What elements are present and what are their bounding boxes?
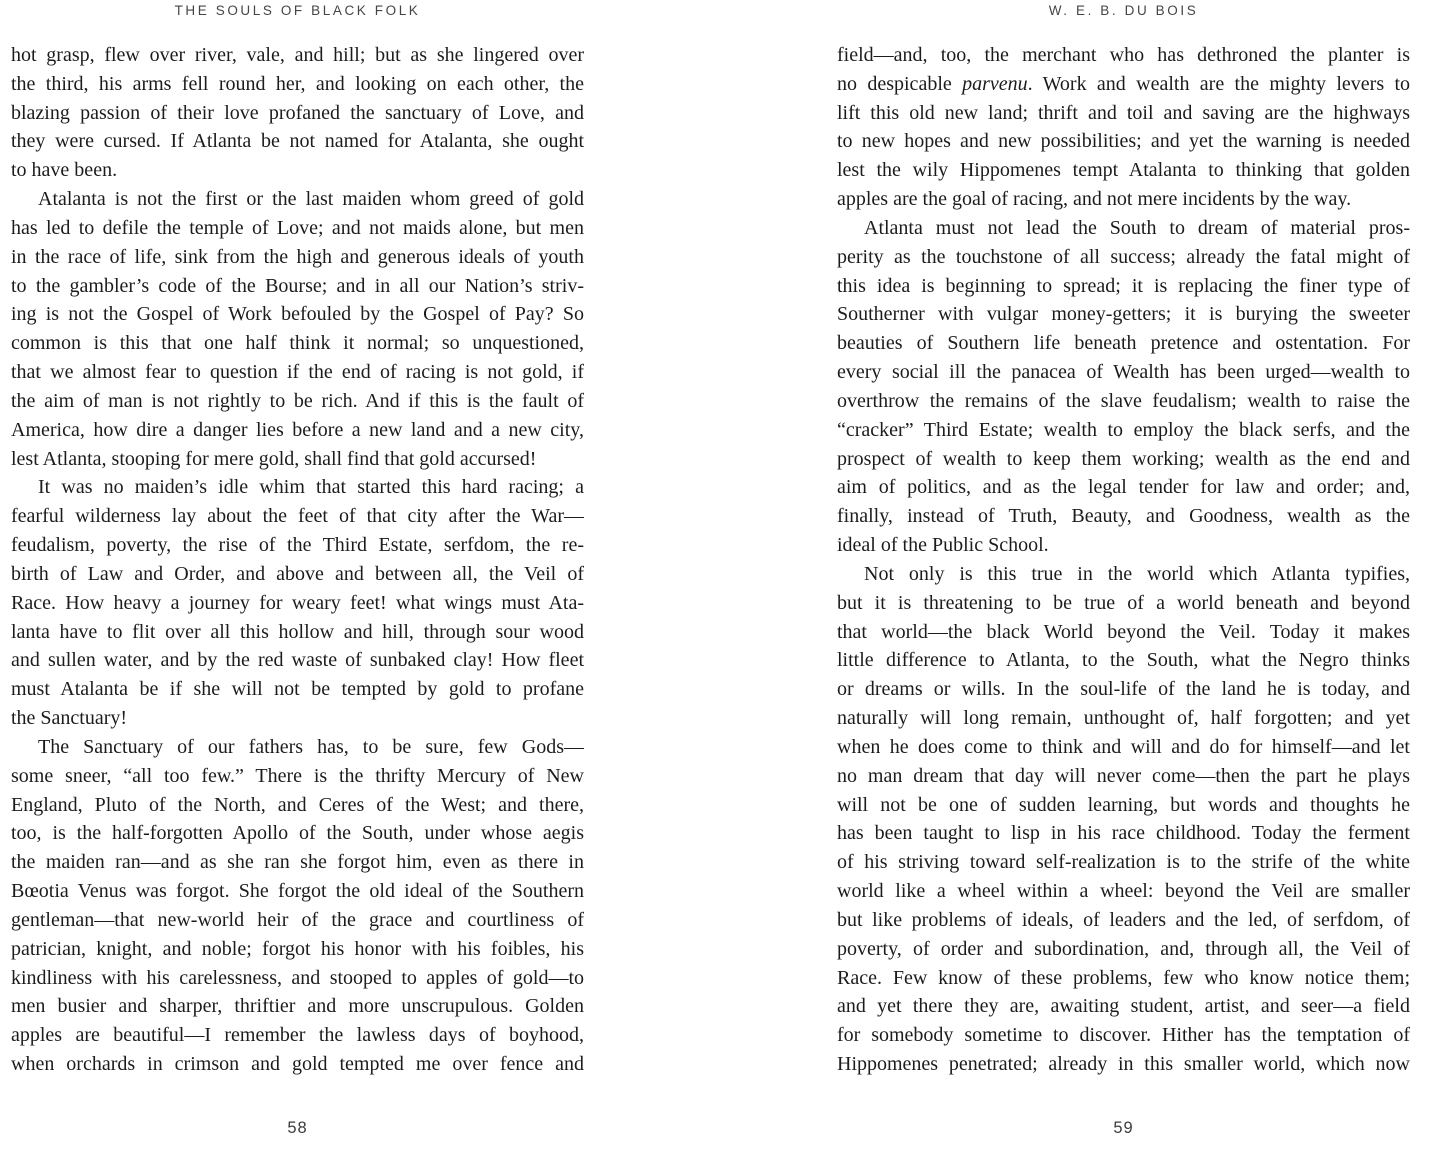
text-line: Atalanta is not the first or the last maiden whom greed of gold [38,188,584,211]
text-line: Atlanta must not lead the South to dream of material pros- [864,216,1410,239]
text-line: or dreams or wills. In the soul-life of the land he is today, and [837,678,1410,701]
text-line: the maiden ran—and as she ran she forgot him, even as there in [11,851,584,874]
text-line: the Sanctuary! [11,707,128,730]
page-right [837,0,1410,1149]
text-line: world like a wheel within a wheel: beyond the Veil are smaller [837,880,1410,903]
text-line: that world—the black World beyond the Veil. Today it makes [837,620,1410,643]
text-line: every social ill the panacea of Wealth has been urged—wealth to [837,361,1410,384]
text-line: common is this that one half think it normal; so unquestioned, [11,332,584,355]
text-line: It was no maiden’s idle whim that started this hard racing; a [38,476,584,499]
text-line: but it is threatening to be true of a world beneath and beyond [837,591,1410,614]
text-line: gentleman—that new-world heir of the grace and courtliness of [11,908,584,931]
text-line: when he does come to think and will and do for himself—and let [837,735,1410,758]
text-line: field—and, too, the merchant who has dethroned the planter is [837,44,1410,66]
text-line: men busier and sharper, thriftier and more unscrupulous. Golden [11,995,584,1018]
text-line: the aim of man is not rightly to be rich. And if this is the fault of [11,389,584,412]
text-line: but like problems of ideals, of leaders and the led, of serfdom, of [837,908,1410,931]
text-line: must Atalanta be if she will not be tempted by gold to profane [11,678,584,701]
text-line: birth of Law and Order, and above and between all, the Veil of [11,562,584,585]
text-line: aim of politics, and as the legal tender for law and order; and, [837,476,1410,499]
text-line: lanta have to flit over all this hollow and hill, through sour wood [11,620,584,643]
text-line: naturally will long remain, unthought of, half forgotten; and yet [837,707,1410,730]
running-head-right: W. E. B. DU BOIS [1048,3,1199,18]
text-line: this idea is beginning to spread; it is replacing the finer type of [837,274,1410,297]
text-line: hot grasp, flew over river, vale, and hill; but as she lingered over [11,44,584,66]
right-text-block [837,41,1410,1079]
text-line: apples are the goal of racing, and not mere incidents by the way. [837,188,1352,211]
page-number-right: 59 [1113,1119,1134,1137]
text-line: lest the wily Hippomenes tempt Atalanta to thinking that golden [837,159,1410,182]
page-left [11,0,584,1149]
text-line: of his striving toward self-realization is to the strife of the white [837,851,1410,874]
text-line: lest Atlanta, stooping for mere gold, shall find that gold accursed! [11,447,537,470]
text-line: some sneer, “all too few.” There is the thrifty Mercury of New [11,764,584,787]
text-line: “cracker” Third Estate; wealth to employ the black serfs, and the [837,418,1410,441]
italic-text: parvenu [962,72,1028,95]
text-line: for somebody sometime to discover. Hither has the temptation of [837,1024,1410,1047]
text-line: Bœotia Venus was forgot. She forgot the old ideal of the Southern [11,880,584,903]
text-line: they were cursed. If Atlanta be not named for Atalanta, she ought [11,130,584,153]
text-line: will not be one of sudden learning, but words and thoughts he [837,793,1410,816]
text-line: ideal of the Public School. [837,534,1049,557]
text-line: kindliness with his carelessness, and stooped to apples of gold—to [11,966,584,989]
text-line: Race. How heavy a journey for weary feet! what wings must Ata- [11,591,584,614]
page-number-left: 58 [287,1119,308,1137]
text-line: the third, his arms fell round her, and looking on each other, the [11,72,584,95]
text-segment: no despicable [837,72,963,95]
text-line: Hippomenes penetrated; already in this smaller world, which now [837,1052,1410,1075]
text-line: to the gambler’s code of the Bourse; and in all our Nation’s striv- [11,274,584,297]
text-line: lift this old new land; thrift and toil and saving are the highways [837,101,1410,124]
text-line: that we almost fear to question if the end of racing is not gold, if [11,361,584,384]
text-line: has led to defile the temple of Love; and not maids alone, but men [11,216,584,239]
text-line: perity as the touchstone of all success; already the fatal might of [837,245,1410,268]
text-line: to have been. [11,159,118,182]
text-line: and yet there they are, awaiting student, artist, and seer—a field [837,995,1410,1018]
text-line: when orchards in crimson and gold tempted me over fence and [11,1052,584,1075]
running-head-left: THE SOULS OF BLACK FOLK [174,3,421,18]
text-line: beauties of Southern life beneath pretence and ostentation. For [837,332,1410,355]
text-line: Not only is this true in the world which Atlanta typifies, [864,562,1410,585]
text-line: fearful wilderness lay about the feet of that city after the War— [11,505,584,528]
text-line [837,70,1410,99]
text-line: ing is not the Gospel of Work befouled by the Gospel of Pay? So [11,303,584,326]
text-line: overthrow the remains of the slave feudalism; wealth to raise the [837,389,1410,412]
text-line: Race. Few know of these problems, few who know notice them; [837,966,1410,989]
text-line: England, Pluto of the North, and Ceres of the West; and there, [11,793,584,816]
text-line: patrician, knight, and noble; forgot his honor with his foibles, his [11,937,584,960]
text-line: The Sanctuary of our fathers has, to be sure, few Gods— [38,735,584,758]
text-line: poverty, of order and subordination, and, through all, the Veil of [837,937,1410,960]
text-line: Southerner with vulgar money-getters; it is burying the sweeter [837,303,1410,326]
left-text-block [11,41,584,1079]
text-line: little difference to Atlanta, to the South, what the Negro thinks [837,649,1410,672]
text-line: blazing passion of their love profaned the sanctuary of Love, and [11,101,584,124]
text-line: in the race of life, sink from the high and generous ideals of youth [11,245,584,268]
text-line: too, is the half-forgotten Apollo of the South, under whose aegis [11,822,584,845]
text-line: prospect of wealth to keep them working; wealth as the end and [837,447,1410,470]
text-line: feudalism, poverty, the rise of the Third Estate, serfdom, the re- [11,534,584,557]
text-line: finally, instead of Truth, Beauty, and Goodness, wealth as the [837,505,1410,528]
text-line: America, how dire a danger lies before a new land and a new city, [11,418,584,441]
text-line: to new hopes and new possibilities; and yet the warning is needed [837,130,1410,153]
text-line: no man dream that day will never come—then the part he plays [837,764,1410,787]
text-line: apples are beautiful—I remember the lawless days of boyhood, [11,1024,584,1047]
text-segment: . Work and wealth are the mighty levers to [1027,72,1410,95]
text-line: and sullen water, and by the red waste of sunbaked clay! How fleet [11,649,584,672]
text-line: has been taught to lisp in his race childhood. Today the ferment [837,822,1410,845]
